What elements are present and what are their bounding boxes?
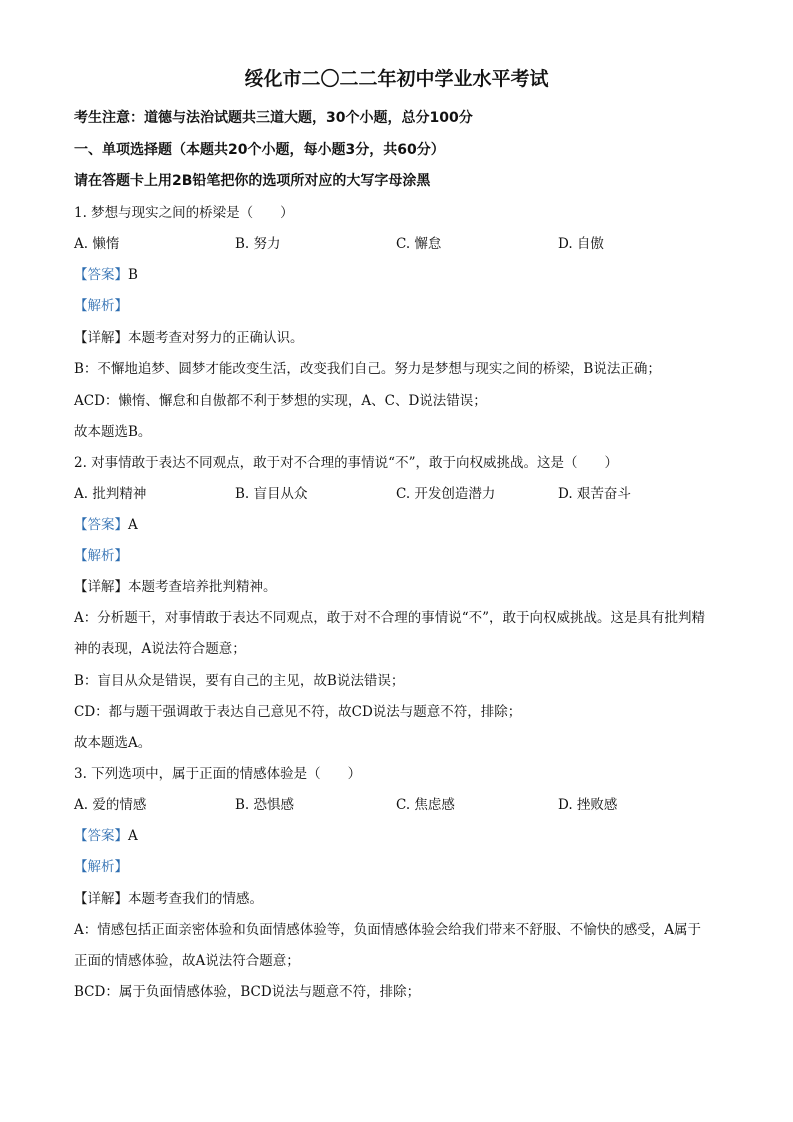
answer-value: A (128, 828, 138, 844)
explanation-line: 故本题选A。 (74, 735, 152, 751)
detail-label: 【详解】 (74, 579, 128, 595)
explanation-line: A：分析题干，对事情敢于表达不同观点，敢于对不合理的事情说“不”，敢于向权威挑战。这是具有批判精 (74, 610, 706, 626)
answer-value: B (128, 267, 138, 283)
explanation-line: 故本题选B。 (74, 424, 152, 440)
detail-text: 本题考查对努力的正确认识。 (128, 330, 304, 346)
explanation-line: ACD：懒惰、懈怠和自傲都不利于梦想的实现，A、C、D说法错误； (74, 393, 487, 409)
option-c: C. 懈怠 (396, 236, 442, 252)
explanation-line: 神的表现，A说法符合题意； (74, 641, 246, 657)
answer-label: 【答案】 (74, 828, 128, 844)
answer-value: A (128, 517, 138, 533)
option-b: B. 盲目从众 (235, 486, 308, 502)
option-a: A. 批判精神 (74, 486, 147, 502)
explanation-line: A：情感包括正面亲密体验和负面情感体验等，负面情感体验会给我们带来不舒服、不愉快的感受，A属于 (74, 922, 701, 938)
question-3-detail (74, 890, 263, 908)
answer-instruction: 请在答题卡上用2B铅笔把你的选项所对应的大写字母涂黑 (74, 173, 431, 189)
question-1-detail (74, 329, 304, 347)
option-a: A. 懒惰 (74, 236, 120, 252)
option-b: B. 努力 (235, 236, 281, 252)
question-3-stem: 3. 下列选项中，属于正面的情感体验是（ ） (74, 766, 362, 782)
question-2-analysis-label: 【解析】 (74, 548, 128, 564)
exam-notice: 考生注意：道德与法治试题共三道大题，30个小题，总分100分 (74, 110, 473, 126)
option-d: D. 艰苦奋斗 (558, 486, 631, 502)
detail-text: 本题考查培养批判精神。 (128, 579, 277, 595)
page-title: 绥化市二〇二二年初中学业水平考试 (244, 68, 549, 90)
answer-label: 【答案】 (74, 517, 128, 533)
question-2-detail (74, 578, 277, 596)
detail-text: 本题考查我们的情感。 (128, 891, 263, 907)
question-1-answer (74, 266, 138, 284)
option-c: C. 开发创造潜力 (396, 486, 496, 502)
explanation-line: CD：都与题干强调敢于表达自己意见不符，故CD说法与题意不符，排除； (74, 704, 522, 720)
question-2-options (74, 485, 714, 503)
question-3-options (74, 796, 714, 814)
question-1-stem: 1. 梦想与现实之间的桥梁是（ ） (74, 205, 294, 221)
question-3-answer (74, 827, 138, 845)
question-3-analysis-label: 【解析】 (74, 859, 128, 875)
question-1-analysis-label: 【解析】 (74, 298, 128, 314)
detail-label: 【详解】 (74, 891, 128, 907)
explanation-line: B：不懈地追梦、圆梦才能改变生活，改变我们自己。努力是梦想与现实之间的桥梁，B说法正确； (74, 361, 661, 377)
question-2-stem: 2. 对事情敢于表达不同观点，敢于对不合理的事情说“不”，敢于向权威挑战。这是（ ） (74, 455, 618, 471)
option-b: B. 恐惧感 (235, 797, 295, 813)
explanation-line: 正面的情感体验，故A说法符合题意； (74, 953, 300, 969)
option-d: D. 自傲 (558, 236, 604, 252)
question-1-options (74, 235, 714, 253)
answer-label: 【答案】 (74, 267, 128, 283)
option-d: D. 挫败感 (558, 797, 618, 813)
option-a: A. 爱的情感 (74, 797, 147, 813)
section-heading: 一、单项选择题（本题共20个小题，每小题3分，共60分） (74, 142, 445, 158)
option-c: C. 焦虑感 (396, 797, 455, 813)
explanation-line: BCD：属于负面情感体验，BCD说法与题意不符，排除； (74, 984, 421, 1000)
explanation-line: B：盲目从众是错误，要有自己的主见，故B说法错误； (74, 673, 405, 689)
detail-label: 【详解】 (74, 330, 128, 346)
question-2-answer (74, 516, 138, 534)
